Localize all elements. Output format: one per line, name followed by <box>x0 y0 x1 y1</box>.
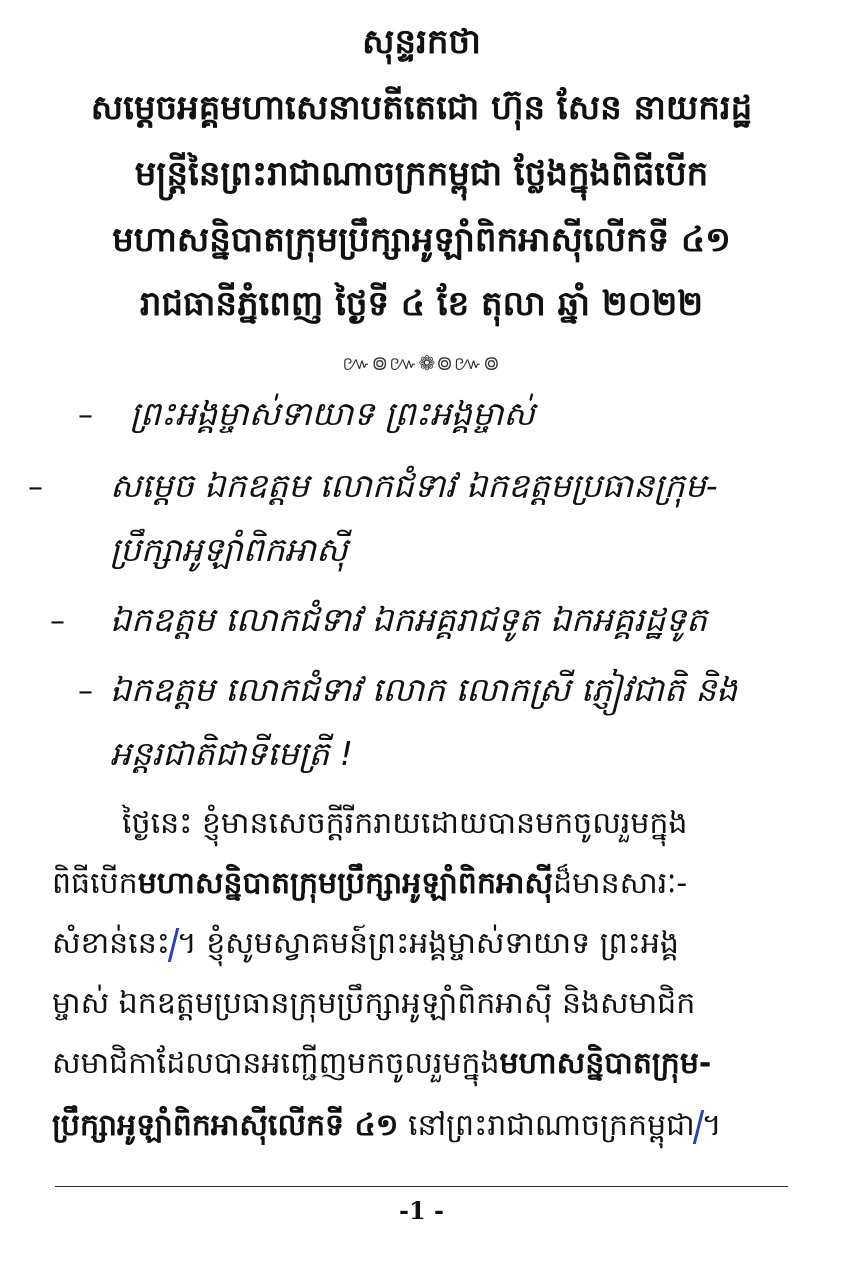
greeting-dash: – <box>78 674 93 709</box>
greeting-dash: – <box>78 398 93 433</box>
place-date-line: រាជធានីភ្នំពេញ ថ្ងៃទី ៤ ខែ តុលា ឆ្នាំ ២០២២ <box>139 284 704 324</box>
greeting-dash: – <box>28 470 43 505</box>
body-text: ។ ខ្ញុំសូមស្វាគមន៍ព្រះអង្គម្ចាស់ទាយាទ ព្រះអង្គ <box>176 926 679 961</box>
body-line <box>52 1108 721 1144</box>
body-text: សំខាន់នេះ <box>52 926 170 961</box>
footer-divider <box>55 1186 788 1187</box>
speech-title: សុន្ទរកថា <box>362 22 481 62</box>
speaker-line-1: សម្តេចអគ្គមហាសេនាបតីតេជោ ហ៊ុន សែន នាយករដ្ឋ <box>90 88 753 128</box>
greeting-line: ឯកឧត្តម លោកជំទាវ លោក លោកស្រី ភ្ញៀវជាតិ និង <box>110 670 738 709</box>
body-text: ។ <box>701 1108 722 1143</box>
body-text: ពិធីបើក <box>52 866 138 901</box>
greeting-line-continued: ប្រឹក្សាអូឡាំពិកអាស៊ី <box>110 530 348 569</box>
event-name-bold: មហាសន្និបាតក្រុមប្រឹក្សាអូឡាំពិកអាស៊ី <box>137 866 553 901</box>
body-line <box>52 866 687 902</box>
body-line: ម្ចាស់ ឯកឧត្តមប្រធានក្រុមប្រឹក្សាអូឡាំពិកអាស៊ី និងសមាជិក <box>52 986 696 1021</box>
body-text: ដ៏មានសារៈ- <box>553 866 688 901</box>
event-line: មហាសន្និបាតក្រុមប្រឹក្សាអូឡាំពិកអាស៊ីលើកទី ៤១ <box>112 220 731 260</box>
ornament-divider: ៚៙៚❁៙៚៙ <box>342 351 501 375</box>
event-name-bold: ប្រឹក្សាអូឡាំពិកអាស៊ីលើកទី ៤១ <box>52 1108 399 1143</box>
body-text: នៅព្រះរាជាណាចក្រកម្ពុជា <box>398 1108 695 1143</box>
greeting-line-continued: អន្តរជាតិជាទីមេត្រី ! <box>110 734 354 773</box>
event-name-bold: មហាសន្និបាតក្រុម- <box>499 1046 712 1081</box>
greeting-line: ព្រះអង្គម្ចាស់ទាយាទ ព្រះអង្គម្ចាស់ <box>130 394 535 433</box>
body-text: សមាជិកាដែលបានអញ្ជើញមកចូលរួមក្នុង <box>52 1046 500 1081</box>
speaker-line-2: មន្ត្រីនៃព្រះរាជាណាចក្រកម្ពុជា ថ្លែងក្នុងពិធីបើក <box>134 154 709 194</box>
body-line: ថ្ងៃនេះ ខ្ញុំមានសេចក្តីរីករាយដោយបានមកចូលរួមក្នុង <box>122 806 688 841</box>
page-number: -1 - <box>399 1196 444 1225</box>
body-line <box>52 926 679 962</box>
greeting-dash: – <box>50 604 65 639</box>
greeting-line: ឯកឧត្តម លោកជំទាវ ឯកអគ្គរាជទូត ឯកអគ្គរដ្ឋទូត <box>110 600 708 639</box>
body-line <box>52 1046 711 1082</box>
greeting-line: សម្តេច ឯកឧត្តម លោកជំទាវ ឯកឧត្តមប្រធានក្រុម- <box>110 466 718 505</box>
